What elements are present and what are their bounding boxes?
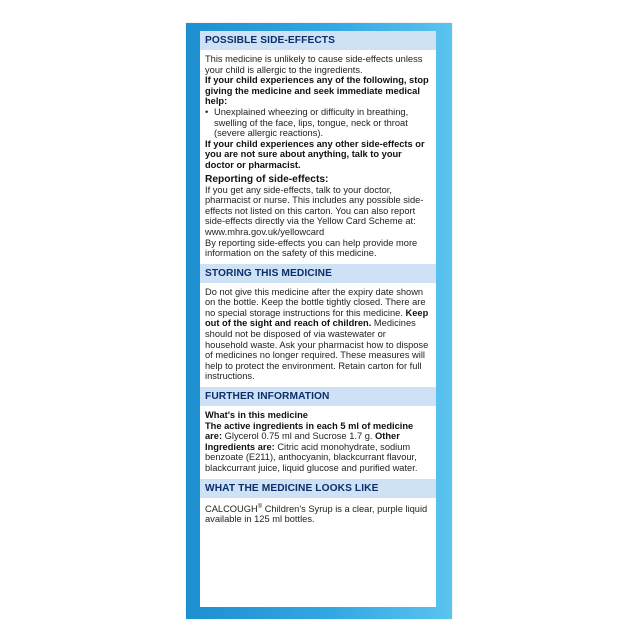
whats-in-heading: What's in this medicine bbox=[205, 410, 308, 421]
side-effects-intro: This medicine is unlikely to cause side-effects unless your child is allergic to the ingredients. bbox=[205, 54, 423, 75]
side-effects-body bbox=[200, 50, 436, 264]
reporting-heading: Reporting of side-effects: bbox=[205, 173, 329, 185]
further-info-header: FURTHER INFORMATION bbox=[200, 387, 436, 406]
storing-text-1: Do not give this medicine after the expiry date shown on the bottle. Keep the bottle tightly closed. There are no special storage instructions for this medicine. bbox=[205, 286, 426, 318]
registered-mark: ® bbox=[257, 503, 263, 510]
bullet-icon: • bbox=[205, 106, 209, 117]
active-ingredients-label: The active ingredients in each 5 ml of medicine are: bbox=[205, 420, 414, 442]
looks-like-header: WHAT THE MEDICINE LOOKS LIKE bbox=[200, 479, 436, 498]
other-ingredients-label: Other Ingredients are: bbox=[205, 431, 400, 452]
medicine-carton bbox=[186, 23, 452, 619]
stop-warning: If your child experiences any of the following, stop giving the medicine and seek immediate medical help: bbox=[205, 75, 429, 107]
side-effects-header: POSSIBLE SIDE-EFFECTS bbox=[200, 31, 436, 50]
description-text: Children's Syrup is a clear, purple liquid available in 125 ml bottles. bbox=[205, 503, 428, 525]
leaflet-panel bbox=[200, 31, 436, 607]
storing-text bbox=[205, 287, 431, 382]
other-ingredients-values: Citric acid monohydrate, sodium benzoate (E211), anthocyanin, blackcurrant flavour, blackcurrant juice, liquid glucose and purified water. bbox=[205, 441, 418, 473]
looks-like-text bbox=[205, 502, 431, 525]
list-item bbox=[205, 107, 431, 139]
further-info-body bbox=[200, 406, 436, 479]
reporting-text: If you get any side-effects, talk to your doctor, pharmacist or nurse. This includes any possible side-effects not listed on this carton. You can also report side-effects directly via the Yellow Card Scheme at: www.mhra.gov.uk/yellowcard bbox=[205, 184, 424, 237]
ingredients-text bbox=[205, 421, 431, 474]
reporting-more-text: By reporting side-effects you can help provide more information on the safety of this medicine. bbox=[205, 237, 418, 259]
active-ingredients-values: Glycerol 0.75 ml and Sucrose 1.7 g. bbox=[224, 431, 373, 442]
allergic-reaction-text: Unexplained wheezing or difficulty in breathing, swelling of the face, lips, tongue, neck or throat (severe allergic reactions). bbox=[214, 106, 409, 139]
keep-out-of-reach: Keep out of the sight and reach of children. bbox=[205, 307, 429, 329]
looks-like-body bbox=[200, 498, 436, 530]
other-side-effects-warning: If your child experiences any other side-effects or you are not sure about anything, talk to your doctor or pharmacist. bbox=[205, 138, 425, 170]
brand-name: CALCOUGH bbox=[205, 503, 258, 514]
storing-body bbox=[200, 283, 436, 387]
storing-text-2: Medicines should not be disposed of via wastewater or household waste. Ask your pharmacist how to dispose of medicines no longer required. These measures will help to protect the environment. Retain carton for full instructions. bbox=[205, 318, 429, 382]
storing-header: STORING THIS MEDICINE bbox=[200, 264, 436, 283]
